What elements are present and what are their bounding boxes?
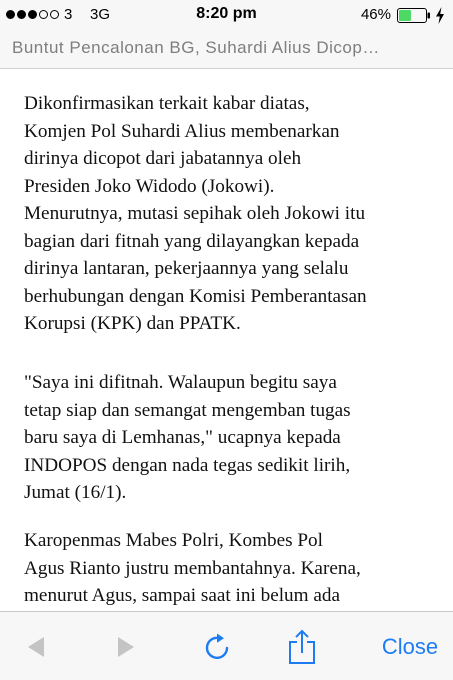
paragraph-line: dirinya dicopot dari jabatannya oleh xyxy=(24,148,302,169)
forward-button[interactable] xyxy=(104,612,148,680)
page-title: Buntut Pencalonan BG, Suhardi Alius Dicop… xyxy=(12,38,380,57)
back-button[interactable] xyxy=(14,612,58,680)
reload-icon xyxy=(202,631,234,663)
paragraph-line: dirinya lantaran, pekerjaannya yang selalu xyxy=(24,258,349,279)
paragraph-line: bagian dari fitnah yang dilayangkan kepada xyxy=(24,230,360,252)
paragraph-line: berhubungan dengan Komisi Pemberantasan xyxy=(24,285,367,307)
title-bar xyxy=(0,30,453,69)
share-button[interactable] xyxy=(280,612,324,680)
forward-arrow-icon xyxy=(114,635,138,659)
article-paragraph xyxy=(24,369,444,507)
status-time: 8:20 pm xyxy=(196,5,257,22)
paragraph-line: "Saya ini difitnah. Walaupun begitu saya xyxy=(24,372,337,393)
paragraph-line: Jumat (16/1). xyxy=(24,482,127,503)
paragraph-line: menurut Agus, sampai saat ini belum ada xyxy=(24,585,340,606)
back-arrow-icon xyxy=(24,635,48,659)
carrier-name: 3 xyxy=(64,6,73,23)
paragraph-line: tetap siap dan semangat mengemban tugas xyxy=(24,399,351,421)
article-paragraph xyxy=(24,527,444,610)
charging-bolt-icon xyxy=(435,7,445,24)
paragraph-line: Menurutnya, mutasi sepihak oleh Jokowi itu xyxy=(24,203,366,224)
status-bar xyxy=(0,0,453,30)
paragraph-line: INDOPOS dengan nada tegas sedikit lirih, xyxy=(24,454,351,476)
close-button[interactable]: Close xyxy=(381,633,439,659)
paragraph-line: Agus Rianto justru membantahnya. Karena, xyxy=(24,557,361,579)
paragraph-line: Presiden Joko Widodo (Jokowi). xyxy=(24,175,275,197)
paragraph-line: Komjen Pol Suhardi Alius membenarkan xyxy=(24,120,340,142)
paragraph-line: Korupsi (KPK) dan PPATK. xyxy=(24,313,241,334)
paragraph-line: Karopenmas Mabes Polri, Kombes Pol xyxy=(24,530,323,551)
battery-percent: 46% xyxy=(360,6,391,23)
battery-icon xyxy=(397,8,431,23)
reload-button[interactable] xyxy=(196,612,240,680)
paragraph-line: baru saya di Lemhanas," ucapnya kepada xyxy=(24,427,341,448)
share-icon xyxy=(286,628,318,666)
paragraph-line: Dikonfirmasikan terkait kabar diatas, xyxy=(24,93,310,114)
article-body[interactable] xyxy=(0,69,453,611)
bottom-toolbar xyxy=(0,611,453,680)
article-paragraph xyxy=(24,90,444,338)
network-type: 3G xyxy=(90,6,111,23)
